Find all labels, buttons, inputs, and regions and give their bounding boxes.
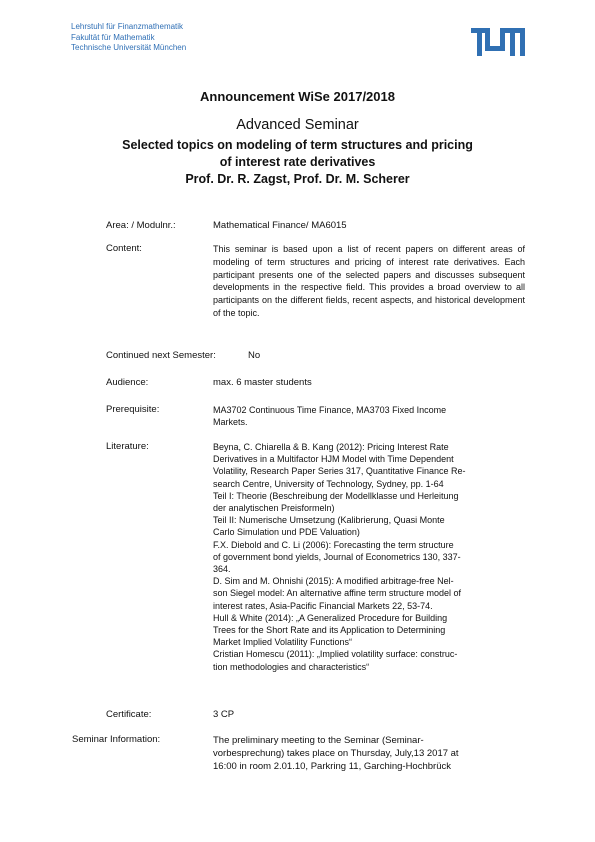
literature-line: Beyna, C. Chiarella & B. Kang (2012): Pricing Interest Rate [213,442,449,452]
seminar-info-line: 16:00 in room 2.01.10, Parkring 11, Garching-Hochbrück [213,761,451,772]
seminar-info-line: The preliminary meeting to the Seminar (Seminar- [213,735,424,746]
university-name: Technische Universität München [71,43,187,52]
literature-list [213,441,525,673]
content-label: Content: [106,243,142,254]
announcement-title: Announcement WiSe 2017/2018 [200,89,395,104]
literature-line: Cristian Homescu (2011): „Implied volatility surface: construc- [213,649,458,660]
institution-header [71,22,186,54]
continued-value: No [248,350,261,361]
literature-line: son Siegel model: An alternative affine term structure model of [213,588,461,599]
faculty-name: Fakultät für Mathematik [71,32,155,42]
prerequisite-line: MA3702 Continuous Time Finance, MA3703 Fixed Income [213,405,447,415]
seminar-topic [0,137,595,188]
seminar-title: Advanced Seminar [236,117,359,133]
literature-line: Hull & White (2014): „A Generalized Procedure for Building [213,612,448,623]
literature-line: Trees for the Short Rate and its Application to Determining [213,625,446,636]
audience-value: max. 6 master students [213,377,312,388]
literature-line: F.X. Diebold and C. Li (2006): Forecasting the term structure [213,539,454,550]
topic-line-2: of interest rate derivatives [219,155,376,169]
literature-line: of government bond yields, Journal of Econometrics 130, 337- [213,551,461,562]
tum-logo [471,28,525,56]
audience-label: Audience: [106,377,149,388]
seminar-info-line: vorbesprechung) takes place on Thursday, July,13 2017 at [213,748,459,759]
literature-line: Teil II: Numerische Umsetzung (Kalibrierung, Quasi Monte [213,515,445,526]
certificate-label: Certificate: [106,709,152,720]
literature-line: Carlo Simulation und PDE Valuation) [213,527,360,538]
continued-label: Continued next Semester: [106,350,216,361]
professors: Prof. Dr. R. Zagst, Prof. Dr. M. Scherer [185,172,410,186]
literature-line: interest rates, Asia-Pacific Financial Markets 22, 53-74. [213,600,433,611]
literature-line: 364. [213,564,231,575]
literature-line: Market Implied Volatility Functions“ [213,637,353,648]
prerequisite-line: Markets. [213,417,248,428]
literature-line: der analytischen Preisformeln) [213,503,335,514]
literature-line: Derivatives in a Multifactor HJM Model with Time Dependent [213,454,454,465]
literature-line: Volatility, Research Paper Series 317, Quantitative Finance Re- [213,466,466,477]
seminar-info-value [213,734,525,773]
seminar-info-label: Seminar Information: [72,734,161,745]
prerequisite-value [213,404,525,428]
certificate-value: 3 CP [213,709,235,720]
literature-line: search Centre, University of Technology, Sydney, pp. 1-64 [213,478,444,489]
prerequisite-label: Prerequisite: [106,404,160,415]
literature-label: Literature: [106,441,149,452]
area-label: Area: / Modulnr.: [106,220,176,231]
topic-line-1: Selected topics on modeling of term structures and pricing [122,138,473,152]
literature-line: Teil I: Theorie (Beschreibung der Modellklasse und Herleitung [213,490,459,501]
literature-line: tion methodologies and characteristics“ [213,661,370,672]
literature-line: D. Sim and M. Ohnishi (2015): A modified arbitrage-free Nel- [213,576,454,587]
content-value: This seminar is based upon a list of recent papers on different areas of modeling of term structures and pricing of interest rate derivatives. Each participant presents one of the selected papers and discusses subsequent developments in the respective field. This provides a broad overview to all participants on the different fields, recent aspects, and historical development of the topic. [213,244,525,318]
area-value: Mathematical Finance/ MA6015 [213,220,347,231]
chair-name: Lehrstuhl für Finanzmathematik [71,22,184,31]
